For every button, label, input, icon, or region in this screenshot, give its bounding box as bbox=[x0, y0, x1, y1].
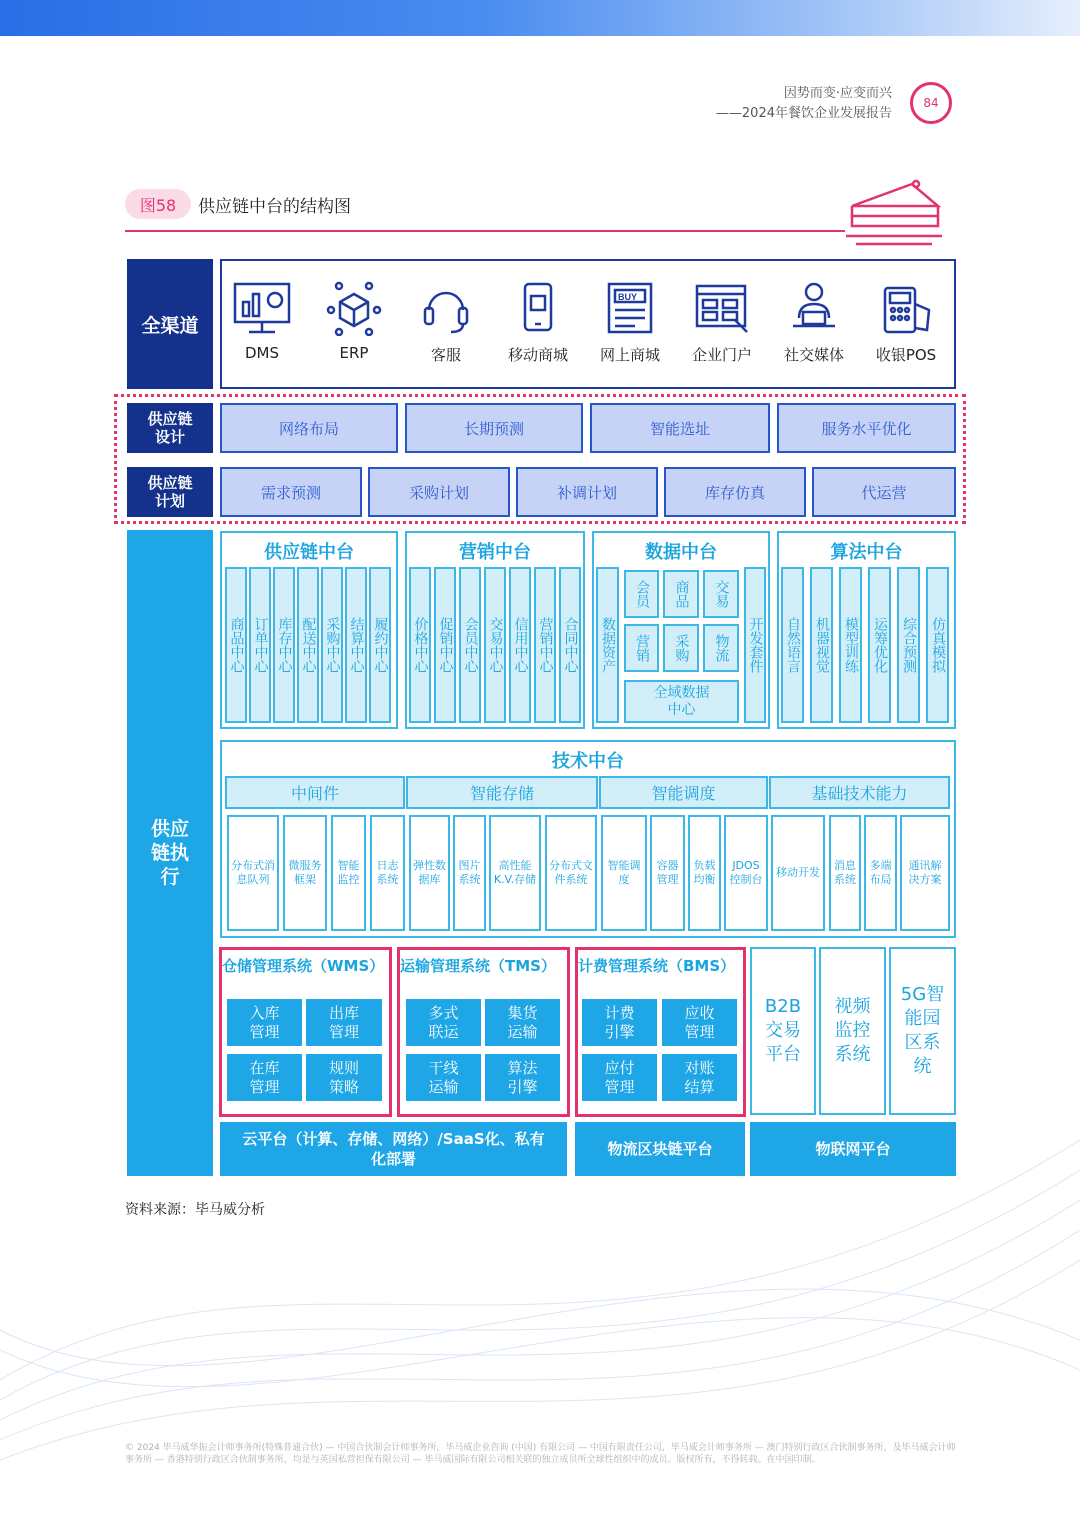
wms-item: 规则策略 bbox=[306, 1054, 382, 1101]
mk-item: 促销中心 bbox=[434, 567, 456, 723]
label-supply-chain-execute: 供应链执行 bbox=[127, 530, 213, 1176]
mk-item: 合同中心 bbox=[559, 567, 581, 723]
b2b-platform: B2B交易平台 bbox=[750, 947, 816, 1115]
channel-label: ERP bbox=[339, 344, 369, 362]
portal-window-icon bbox=[691, 280, 753, 336]
tech-group-middleware: 中间件 bbox=[225, 776, 405, 809]
alg-item: 自然语言 bbox=[781, 567, 804, 723]
sc-item: 库存中心 bbox=[273, 567, 295, 723]
source-note: 资料来源：毕马威分析 bbox=[125, 1202, 265, 1218]
tech-item: 容器管理 bbox=[650, 815, 685, 931]
tech-group-storage: 智能存储 bbox=[406, 776, 598, 809]
channel-label: DMS bbox=[244, 344, 279, 362]
sc-item: 履约中心 bbox=[369, 567, 391, 723]
tech-item: 日志系统 bbox=[370, 815, 405, 931]
tms-item: 算法引擎 bbox=[485, 1054, 560, 1101]
pos-terminal-icon bbox=[875, 280, 937, 336]
svg-text:BUY: BUY bbox=[618, 292, 638, 302]
plan-purchase-plan: 采购计划 bbox=[368, 467, 510, 517]
mk-item: 营销中心 bbox=[534, 567, 556, 723]
wms-item: 出库管理 bbox=[306, 999, 382, 1046]
tech-item: 弹性数据库 bbox=[409, 815, 450, 931]
tms-item: 多式联运 bbox=[406, 999, 481, 1046]
buy-webpage-icon bbox=[599, 280, 661, 336]
design-network-layout: 网络布局 bbox=[220, 403, 398, 453]
mk-item: 价格中心 bbox=[409, 567, 431, 723]
tech-item: 负载均衡 bbox=[688, 815, 721, 931]
channel-pos bbox=[866, 280, 946, 365]
tech-item: 智能调度 bbox=[601, 815, 647, 931]
bms-item: 对账结算 bbox=[662, 1054, 737, 1101]
channel-erp bbox=[314, 280, 394, 362]
bms-item: 应付管理 bbox=[582, 1054, 657, 1101]
sc-item: 商品中心 bbox=[225, 567, 247, 723]
tech-item: 分布式文件系统 bbox=[545, 815, 597, 931]
tms-item: 集货运输 bbox=[485, 999, 560, 1046]
wms-item: 入库管理 bbox=[227, 999, 302, 1046]
sc-item: 订单中心 bbox=[249, 567, 271, 723]
top-gradient-bar bbox=[0, 0, 1080, 36]
alg-item: 模型训练 bbox=[839, 567, 862, 723]
tech-item: 高性能K.V.存储 bbox=[489, 815, 541, 931]
tech-item: 图片系统 bbox=[453, 815, 486, 931]
data-marketing: 营销 bbox=[624, 624, 659, 672]
channel-customer-service bbox=[406, 280, 486, 365]
header-line1: 因势而变·应变而兴 bbox=[783, 86, 892, 101]
design-service-level-optimization: 服务水平优化 bbox=[777, 403, 956, 453]
alg-item: 综合预测 bbox=[897, 567, 920, 723]
tech-item: 智能监控 bbox=[331, 815, 366, 931]
channel-label: 社交媒体 bbox=[783, 346, 844, 364]
channel-social-media bbox=[774, 280, 854, 365]
data-logistics: 物流 bbox=[703, 624, 739, 672]
tech-group-basic-capability: 基础技术能力 bbox=[769, 776, 950, 809]
channel-enterprise-portal bbox=[682, 280, 762, 365]
mobile-shop-icon bbox=[507, 280, 569, 336]
5g-smart-park-system: 5G智能园区系统 bbox=[889, 947, 956, 1115]
tech-platform-title: 技术中台 bbox=[552, 751, 624, 772]
marketing-platform-title: 营销中台 bbox=[459, 542, 531, 563]
copyright-footer: © 2024 毕马威华振会计师事务所(特殊普通合伙) — 中国合伙制会计师事务所，毕马威企业咨询 (中国) 有限公司 — 中国有限责任公司，毕马威会计师事务所 — 澳门特别行政区合伙制事务所，及毕马威会计师事务所 — 香港特别行政区合伙制事务所，均是与英国私营担保有限公司 — 毕马威国际有限公司相关联的独立成员所全球性组织中的成员。版权所有，不得转载。在中国印制。 bbox=[125, 1443, 956, 1465]
tech-item: 通讯解决方案 bbox=[900, 815, 950, 931]
bms-item: 应收管理 bbox=[662, 999, 737, 1046]
alg-item: 机器视觉 bbox=[810, 567, 833, 723]
cake-slice-icon bbox=[842, 178, 946, 250]
headset-icon bbox=[415, 280, 477, 336]
plan-demand-forecast: 需求预测 bbox=[220, 467, 362, 517]
channel-online-mall bbox=[590, 280, 670, 365]
alg-item: 仿真模拟 bbox=[926, 567, 949, 723]
data-transaction: 交易 bbox=[703, 570, 739, 618]
wms-item: 在库管理 bbox=[227, 1054, 302, 1101]
tms-item: 干线运输 bbox=[406, 1054, 481, 1101]
channel-label: 客服 bbox=[430, 346, 461, 364]
logistics-blockchain-platform: 物流区块链平台 bbox=[575, 1122, 745, 1176]
plan-outsourced-operation: 代运营 bbox=[812, 467, 956, 517]
bms-title: 计费管理系统（BMS） bbox=[578, 957, 736, 975]
tech-item: 分布式消息队列 bbox=[227, 815, 279, 931]
video-monitoring-system: 视频监控系统 bbox=[819, 947, 886, 1115]
sc-item: 配送中心 bbox=[297, 567, 319, 723]
channel-mobile-mall bbox=[498, 280, 578, 365]
page-number: 84 bbox=[910, 82, 952, 124]
tech-group-scheduling: 智能调度 bbox=[599, 776, 768, 809]
figure-title-rule bbox=[125, 230, 845, 232]
plan-replenishment-plan: 补调计划 bbox=[516, 467, 658, 517]
tms-title: 运输管理系统（TMS） bbox=[400, 957, 556, 975]
tech-item: JDOS控制台 bbox=[724, 815, 768, 931]
bms-item: 计费引擎 bbox=[582, 999, 657, 1046]
channel-label: 收银POS bbox=[875, 346, 937, 364]
data-procurement: 采购 bbox=[663, 624, 699, 672]
alg-item: 运筹优化 bbox=[868, 567, 891, 723]
dev-kit: 开发套件 bbox=[744, 567, 766, 723]
tech-item: 移动开发 bbox=[771, 815, 825, 931]
tech-item: 多端布局 bbox=[864, 815, 897, 931]
data-assets: 数据资产 bbox=[596, 567, 619, 723]
data-global-center: 全域数据中心 bbox=[624, 680, 739, 723]
tech-item: 消息系统 bbox=[829, 815, 861, 931]
supply-chain-platform-title: 供应链中台 bbox=[264, 542, 354, 563]
channel-label: 企业门户 bbox=[691, 346, 752, 364]
figure-title: 供应链中台的结构图 bbox=[198, 197, 351, 217]
channel-dms bbox=[222, 280, 302, 362]
label-supply-chain-plan: 供应链计划 bbox=[127, 467, 213, 517]
figure-badge: 图58 bbox=[125, 189, 191, 219]
mk-item: 信用中心 bbox=[509, 567, 531, 723]
channel-label: 移动商城 bbox=[507, 346, 568, 364]
label-supply-chain-design: 供应链设计 bbox=[127, 403, 213, 453]
dashboard-monitor-icon bbox=[231, 280, 293, 336]
cloud-platform: 云平台（计算、存储、网络）/SaaS化、私有化部署 bbox=[220, 1122, 567, 1176]
label-all-channel: 全渠道 bbox=[127, 259, 213, 389]
sc-item: 结算中心 bbox=[345, 567, 367, 723]
algorithm-platform-title: 算法中台 bbox=[830, 542, 903, 563]
plan-inventory-simulation: 库存仿真 bbox=[664, 467, 806, 517]
report-header bbox=[716, 84, 892, 124]
network-cube-icon bbox=[323, 280, 385, 336]
design-long-term-forecast: 长期预测 bbox=[405, 403, 583, 453]
data-platform-title: 数据中台 bbox=[645, 542, 717, 563]
channel-label: 网上商城 bbox=[599, 346, 660, 364]
sc-item: 采购中心 bbox=[321, 567, 343, 723]
data-product: 商品 bbox=[663, 570, 699, 618]
design-smart-site-selection: 智能选址 bbox=[590, 403, 770, 453]
mk-item: 会员中心 bbox=[459, 567, 481, 723]
mk-item: 交易中心 bbox=[484, 567, 506, 723]
tech-item: 微服务框架 bbox=[283, 815, 327, 931]
header-line2: ——2024年餐饮企业发展报告 bbox=[715, 106, 892, 121]
person-laptop-icon bbox=[783, 280, 845, 336]
iot-platform: 物联网平台 bbox=[750, 1122, 956, 1176]
data-member: 会员 bbox=[624, 570, 659, 618]
wms-title: 仓储管理系统（WMS） bbox=[222, 957, 385, 975]
